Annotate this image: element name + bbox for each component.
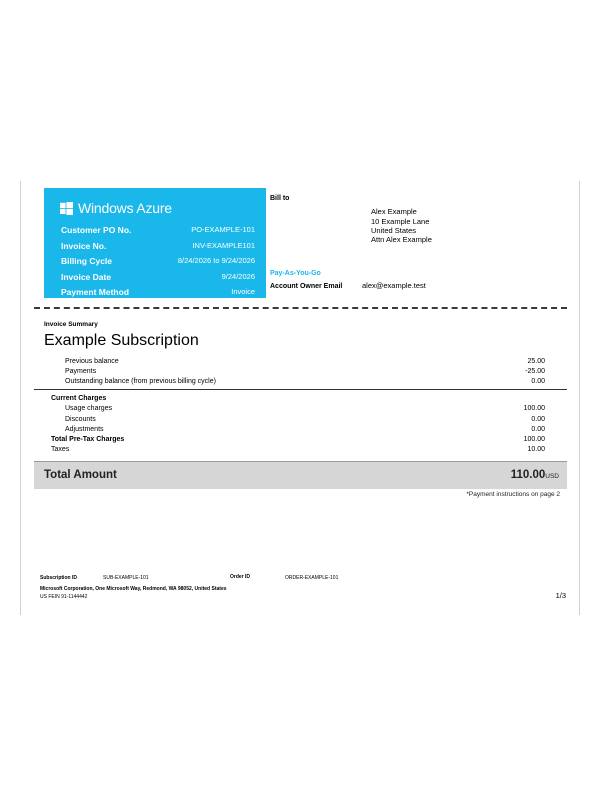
left-margin-line: [20, 181, 21, 615]
total-amount-label: Total Amount: [44, 469, 117, 481]
line-label: Taxes: [51, 446, 70, 453]
balance-line: [65, 378, 545, 385]
payment-instructions-note: *Payment instructions on page 2: [466, 491, 560, 498]
header-row-label: Customer PO No.: [61, 225, 132, 235]
header-row-value: Invoice: [231, 287, 255, 296]
charge-line: [65, 426, 545, 433]
line-value: 0.00: [531, 426, 545, 433]
windows-logo-icon: [60, 202, 73, 215]
section-divider: [34, 389, 567, 390]
total-currency: USD: [545, 473, 559, 480]
brand-name: Windows Azure: [78, 200, 172, 216]
balance-line: [65, 368, 545, 375]
invoice-summary-label: Invoice Summary: [44, 321, 98, 328]
company-address: Microsoft Corporation, One Microsoft Way, Redmond, WA 98052, United States: [40, 586, 227, 592]
line-value: 100.00: [523, 405, 545, 412]
company-fein: US FEIN 91-1144442: [40, 594, 88, 600]
bill-to-line: United States: [371, 226, 417, 235]
line-label: Discounts: [65, 416, 96, 423]
current-charges-label: Current Charges: [51, 395, 107, 402]
header-row-label: Invoice No.: [61, 241, 107, 251]
line-label: Outstanding balance (from previous billing cycle): [65, 378, 216, 385]
line-label: Payments: [65, 368, 97, 375]
line-value: -25.00: [525, 368, 545, 375]
header-row-value: PO-EXAMPLE-101: [191, 225, 255, 234]
plan-name: Pay-As-You-Go: [270, 270, 321, 277]
line-value: 100.00: [523, 436, 545, 443]
header-row-label: Billing Cycle: [61, 256, 113, 266]
order-id-label: Order ID: [230, 574, 251, 580]
bill-to-line: 10 Example Lane: [371, 217, 430, 226]
header-row-label: Invoice Date: [61, 272, 112, 282]
pretax-line: [51, 436, 545, 443]
subscription-title: Example Subscription: [44, 332, 199, 349]
taxes-line: [51, 446, 545, 453]
total-amount-number: 110.00: [510, 469, 546, 481]
charge-line: [65, 405, 545, 412]
bill-to-label: Bill to: [270, 195, 290, 202]
bill-to-line: Alex Example: [371, 207, 417, 216]
header-row-value: INV-EXAMPLE101: [192, 241, 255, 250]
account-owner-label: Account Owner Email: [270, 283, 343, 290]
line-label: Adjustments: [65, 426, 104, 433]
brand-logo: [60, 198, 172, 218]
bill-to-line: Attn Alex Example: [371, 235, 432, 244]
invoice-header-panel: [44, 188, 266, 298]
order-id-value: ORDER-EXAMPLE-101: [285, 575, 339, 581]
line-label: Usage charges: [65, 405, 113, 412]
dashed-divider: [34, 307, 567, 309]
line-label: Total Pre-Tax Charges: [51, 436, 125, 443]
total-amount-bar: [34, 461, 567, 489]
header-row-value: 9/24/2026: [221, 272, 255, 281]
line-value: 10.00: [527, 446, 545, 453]
line-value: 0.00: [531, 378, 545, 385]
charge-line: [65, 416, 545, 423]
header-row-label: Payment Method: [61, 287, 130, 297]
line-value: 0.00: [531, 416, 545, 423]
header-row-value: 8/24/2026 to 9/24/2026: [177, 256, 255, 265]
balance-line: [65, 358, 545, 365]
total-amount-value: [511, 469, 559, 481]
subscription-id-value: SUB-EXAMPLE-101: [103, 575, 149, 581]
page-number: 1/3: [555, 591, 566, 600]
line-value: 25.00: [527, 358, 545, 365]
account-owner-email: alex@example.test: [362, 281, 426, 290]
line-label: Previous balance: [65, 358, 119, 365]
subscription-id-label: Subscription ID: [40, 575, 77, 581]
right-margin-line: [579, 181, 580, 615]
